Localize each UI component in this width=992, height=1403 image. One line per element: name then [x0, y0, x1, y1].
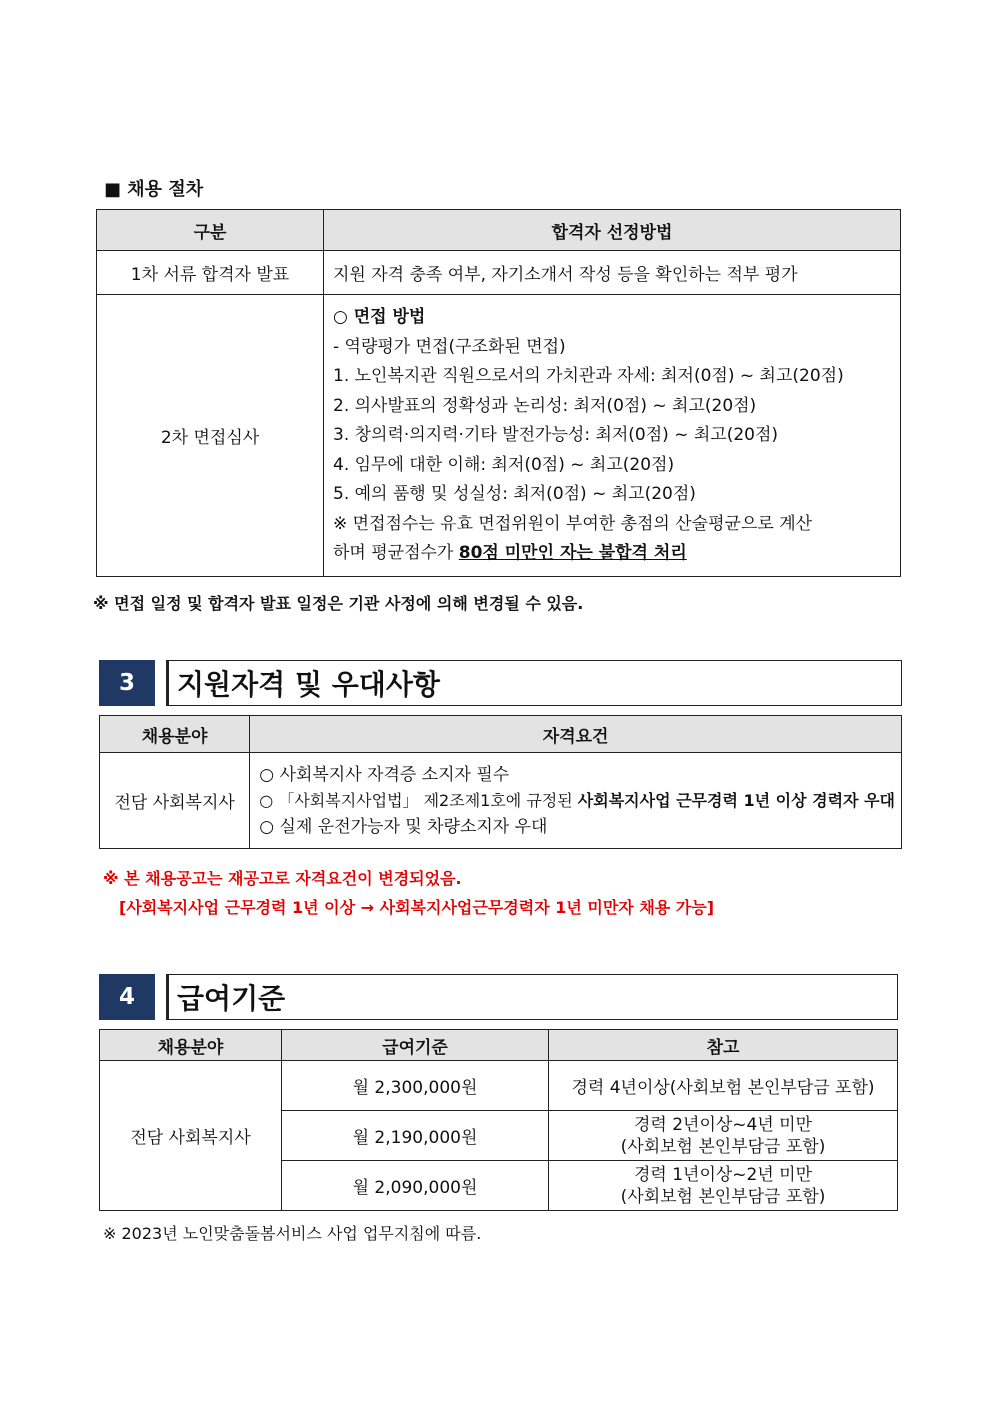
requirement-prefix: ○ 「사회복지사업법」 제2조제1호에 규정된 — [259, 790, 578, 810]
qual-col-requirements: 자격요건 — [250, 716, 902, 753]
section3-number-badge: 3 — [99, 660, 155, 706]
salary-table — [99, 1029, 898, 1211]
salary-amount: 월 2,300,000원 — [282, 1061, 549, 1111]
interview-line: 3. 창의력·의지력·기타 발전가능성: 최저(0점) ~ 최고(20점) — [333, 425, 779, 445]
qual-field: 전담 사회복지사 — [100, 753, 250, 849]
interview-last-prefix: 하며 평균점수가 — [333, 543, 459, 563]
section4-title: 급여기준 — [166, 974, 898, 1020]
procedure-table — [96, 209, 901, 577]
salary-col-note: 참고 — [549, 1030, 898, 1061]
interview-line: 1. 노인복지관 직원으로서의 가치관과 자세: 최저(0점) ~ 최고(20점) — [333, 366, 844, 386]
salary-amount: 월 2,090,000원 — [282, 1161, 549, 1211]
procedure-note: ※ 면접 일정 및 합격자 발표 일정은 기관 사정에 의해 변경될 수 있음. — [93, 594, 584, 613]
salary-note — [549, 1111, 898, 1161]
interview-line: 4. 임무에 대한 이해: 최저(0점) ~ 최고(20점) — [333, 454, 675, 475]
requirement-item — [259, 788, 895, 814]
salary-note-line: (사회보험 본인부담금 포함) — [620, 1186, 826, 1207]
qual-col-field: 채용분야 — [100, 716, 250, 753]
interview-line: 2. 의사발표의 정확성과 논리성: 최저(0점) ~ 최고(20점) — [333, 395, 757, 416]
salary-col-standard: 급여기준 — [282, 1030, 549, 1061]
salary-note — [549, 1061, 898, 1111]
interview-method-title: ○ 면접 방법 — [333, 307, 426, 327]
procedure-col-method: 합격자 선정방법 — [324, 210, 901, 251]
qualification-table — [99, 715, 902, 849]
interview-line: 5. 예의 품행 및 성실성: 최저(0점) ~ 최고(20점) — [333, 484, 696, 504]
salary-note — [549, 1161, 898, 1211]
salary-field: 전담 사회복지사 — [100, 1061, 282, 1211]
requirement-item: ○ 실제 운전가능자 및 차량소지자 우대 — [259, 816, 548, 837]
requirement-preferred: 사회복지사업 근무경력 1년 이상 경력자 우대 — [577, 790, 895, 810]
procedure-row1-desc: 지원 자격 충족 여부, 자기소개서 작성 등을 확인하는 적부 평가 — [324, 251, 901, 295]
requirement-change-notice: [사회복지사업 근무경력 1년 이상 → 사회복지사업근무경력자 1년 미만자 채용 가능] — [119, 898, 715, 917]
requirement-item: ○ 사회복지사 자격증 소지자 필수 — [259, 764, 510, 785]
salary-note-line: 경력 4년이상(사회보험 본인부담금 포함) — [571, 1078, 875, 1098]
interview-method-cell — [324, 295, 901, 577]
section4-number-badge: 4 — [99, 974, 155, 1020]
salary-col-field: 채용분야 — [100, 1030, 282, 1061]
salary-footnote: ※ 2023년 노인맞춤돌봄서비스 사업 업무지침에 따름. — [103, 1224, 482, 1243]
procedure-col-category: 구분 — [97, 210, 324, 251]
fail-criteria: 80점 미만인 자는 불합격 처리 — [458, 543, 687, 563]
procedure-heading: ■ 채용 절차 — [104, 179, 204, 200]
interview-line-last — [333, 539, 894, 569]
interview-line: ※ 면접점수는 유효 면접위원이 부여한 총점의 산술평균으로 계산 — [333, 513, 813, 534]
procedure-row1-label: 1차 서류 합격자 발표 — [97, 251, 324, 295]
salary-note-line: 경력 1년이상~2년 미만 — [633, 1164, 813, 1185]
salary-note-line: (사회보험 본인부담금 포함) — [620, 1136, 826, 1157]
section3-title: 지원자격 및 우대사항 — [166, 660, 902, 706]
salary-note-line: 경력 2년이상~4년 미만 — [633, 1114, 813, 1135]
salary-amount: 월 2,190,000원 — [282, 1111, 549, 1161]
procedure-row2-label: 2차 면접심사 — [97, 295, 324, 577]
interview-line: - 역량평가 면접(구조화된 면접) — [333, 336, 566, 357]
qual-requirements-cell — [250, 753, 902, 849]
reannouncement-notice: ※ 본 채용공고는 재공고로 자격요건이 변경되었음. — [103, 869, 462, 888]
